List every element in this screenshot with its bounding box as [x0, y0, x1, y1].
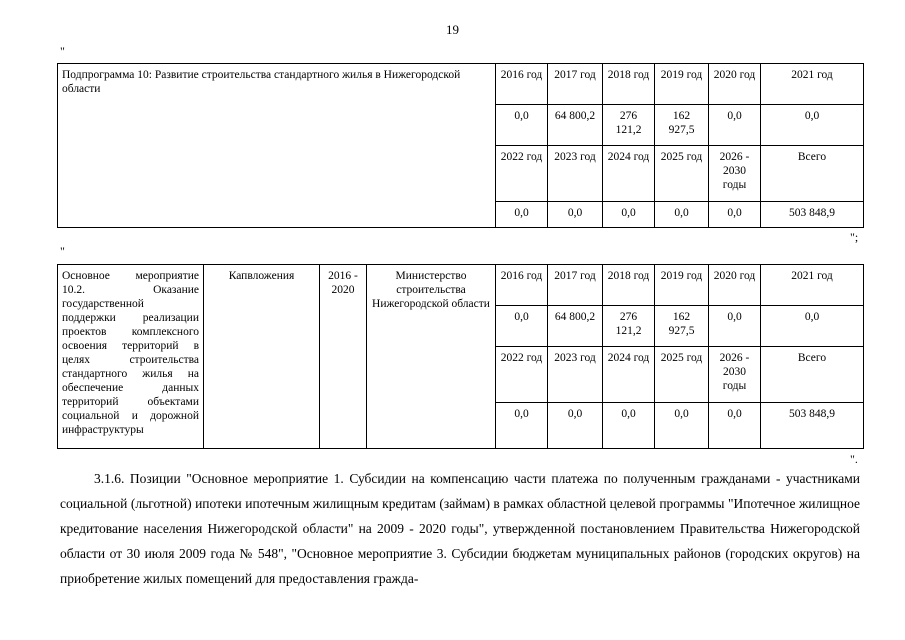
value-cell: 0,0 [709, 202, 761, 228]
year-cell: 2026 - 2030 годы [709, 146, 761, 202]
value-cell: 0,0 [761, 306, 864, 347]
page-number: 19 [446, 22, 459, 37]
year-cell: 2024 год [603, 347, 655, 403]
subprogram-title: Подпрограмма 10: Развитие строительства стандартного жилья в Нижегородской области [58, 64, 496, 228]
year-cell: 2020 год [709, 64, 761, 105]
value-cell: 0,0 [496, 105, 548, 146]
responsible-executor: Министерство строительства Нижегородской области [367, 265, 496, 449]
value-cell: 0,0 [548, 403, 603, 449]
value-cell: 0,0 [761, 105, 864, 146]
value-cell: 162 927,5 [655, 306, 709, 347]
total-header-cell: Всего [761, 347, 864, 403]
value-cell: 0,0 [709, 105, 761, 146]
year-cell: 2019 год [655, 265, 709, 306]
year-cell: 2022 год [496, 146, 548, 202]
value-cell: 0,0 [496, 306, 548, 347]
paragraph-text: 3.1.6. Позиции "Основное мероприятие 1. Субсидии на компенсацию части платежа по полученным гражданами - участниками социальной (льготной) ипотеки ипотечным жилищным кредитам (займам) в рамках областной целевой программы "Ипотечное жилищное кредитование населения Нижегородской области" на 2009 - 2020 годы", утвержденной постановлением Правительства Нижегородской области от 30 июля 2009 года № 548", "Основное мероприятие 3. Субсидии бюджетам муниципальных районов (городских округов) на приобретение жилых помещений для предоставления гражда- [60, 471, 860, 586]
year-cell: 2020 год [709, 265, 761, 306]
value-cell: 64 800,2 [548, 105, 603, 146]
measure-funding-table [57, 264, 864, 449]
value-cell: 0,0 [496, 403, 548, 449]
implementation-period: 2016 - 2020 [320, 265, 367, 449]
value-cell: 276 121,2 [603, 306, 655, 347]
year-cell: 2019 год [655, 64, 709, 105]
subprogram-funding-table [57, 63, 864, 228]
total-value-cell: 503 848,9 [761, 202, 864, 228]
year-cell: 2021 год [761, 265, 864, 306]
opening-quote: " [60, 44, 65, 58]
opening-quote: " [60, 244, 65, 258]
expense-type: Капвложения [204, 265, 320, 449]
measure-description: Основное мероприятие 10.2. Оказание государственной поддержки реализации проектов комплексного освоения территорий в целях строительства стандартного жилья на обеспечение данных территорий объектами социальной и дорожной инфраструктуры [58, 265, 204, 449]
year-cell: 2016 год [496, 64, 548, 105]
year-cell: 2021 год [761, 64, 864, 105]
value-cell: 162 927,5 [655, 105, 709, 146]
value-cell: 0,0 [709, 403, 761, 449]
year-cell: 2024 год [603, 146, 655, 202]
year-cell: 2022 год [496, 347, 548, 403]
body-paragraph [60, 466, 860, 591]
year-cell: 2023 год [548, 146, 603, 202]
year-cell: 2023 год [548, 347, 603, 403]
year-cell: 2016 год [496, 265, 548, 306]
value-cell: 64 800,2 [548, 306, 603, 347]
total-value-cell: 503 848,9 [761, 403, 864, 449]
value-cell: 0,0 [655, 403, 709, 449]
value-cell: 0,0 [496, 202, 548, 228]
value-cell: 0,0 [603, 202, 655, 228]
closing-quote: "; [850, 230, 859, 244]
closing-quote: ". [850, 452, 858, 466]
value-cell: 0,0 [709, 306, 761, 347]
value-cell: 0,0 [603, 403, 655, 449]
year-cell: 2026 - 2030 годы [709, 347, 761, 403]
value-cell: 0,0 [655, 202, 709, 228]
value-cell: 276 121,2 [603, 105, 655, 146]
year-cell: 2025 год [655, 347, 709, 403]
year-cell: 2018 год [603, 265, 655, 306]
total-header-cell: Всего [761, 146, 864, 202]
value-cell: 0,0 [548, 202, 603, 228]
year-cell: 2025 год [655, 146, 709, 202]
year-cell: 2017 год [548, 265, 603, 306]
year-cell: 2018 год [603, 64, 655, 105]
year-cell: 2017 год [548, 64, 603, 105]
